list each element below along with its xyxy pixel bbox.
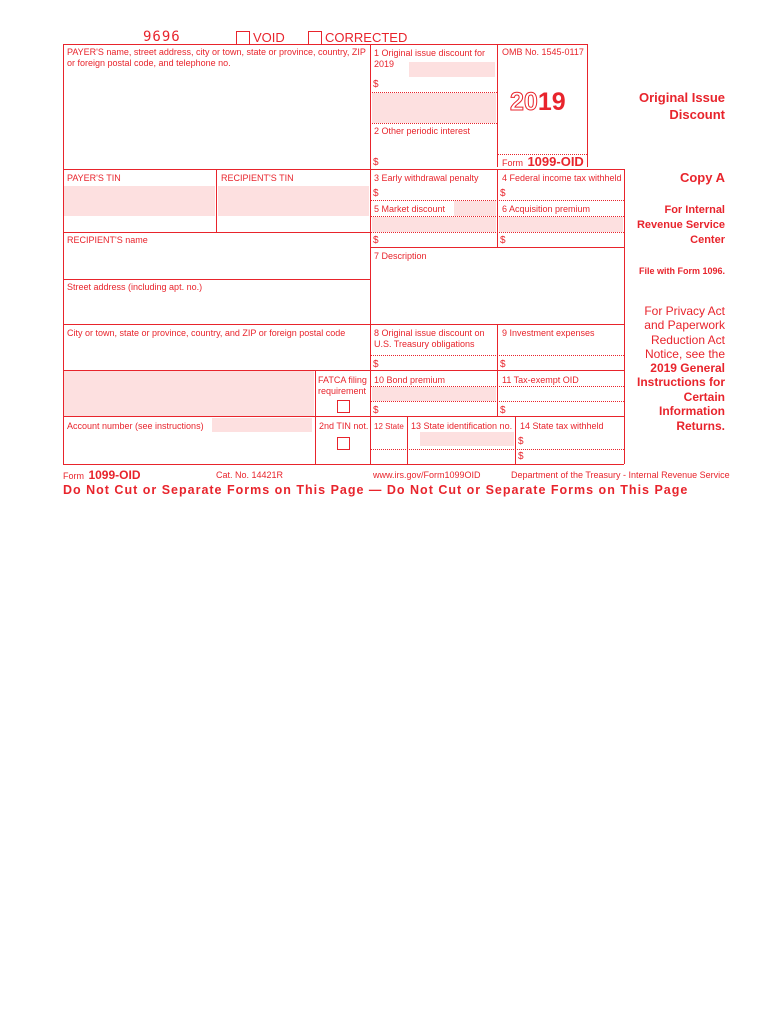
box8-label: 8 Original issue discount on U.S. Treasury obligations xyxy=(374,328,485,349)
recipient-tin-label: RECIPIENT'S TIN xyxy=(221,173,294,183)
account-fill[interactable] xyxy=(212,418,312,432)
privacy-note-1: For Privacy Act and Paperwork Reduction Act Notice, see the xyxy=(644,304,725,362)
tax-year-outline: 20 xyxy=(510,88,538,116)
tax-year xyxy=(510,88,566,116)
box5-fill[interactable] xyxy=(454,201,496,216)
corrected-checkbox[interactable] xyxy=(308,31,322,45)
box10-dollar: $ xyxy=(373,405,379,416)
line-247 xyxy=(370,247,624,248)
state-divider-2 xyxy=(515,416,516,464)
dotted-7 xyxy=(370,355,624,356)
void-label: VOID xyxy=(253,30,285,45)
line-279 xyxy=(63,279,370,280)
form-id-top xyxy=(502,153,584,171)
box11-dollar: $ xyxy=(500,405,506,416)
box13-label: 13 State identification no. xyxy=(411,421,513,431)
payer-tin-fill[interactable] xyxy=(64,186,215,216)
box1-dollar: $ xyxy=(373,79,379,90)
box5-label: 5 Market discount xyxy=(374,204,446,214)
footer-form-name: 1099-OID xyxy=(88,468,141,482)
tin2-label: 2nd TIN not. xyxy=(319,421,369,431)
box12-label: 12 State xyxy=(374,422,404,431)
line-416 xyxy=(63,416,624,417)
irs-url: www.irs.gov/Form1099OID xyxy=(373,470,481,480)
line-232 xyxy=(63,232,370,233)
tin2-checkbox[interactable] xyxy=(337,437,350,450)
box2-dollar: $ xyxy=(373,157,379,168)
box5-dollar: $ xyxy=(373,235,379,246)
dotted-10 xyxy=(370,449,624,450)
tax-year-solid: 19 xyxy=(537,88,566,116)
footer-form-id xyxy=(63,466,140,484)
right-border-top xyxy=(587,44,588,167)
do-not-cut-warning: Do Not Cut or Separate Forms on This Page — Do Not Cut or Separate Forms on This Page xyxy=(63,483,689,497)
omb-number: OMB No. 1545-0117 xyxy=(502,47,584,57)
dotted-9 xyxy=(370,401,624,402)
box6-label: 6 Acquisition premium xyxy=(502,204,591,214)
city-label: City or town, state or province, country, and ZIP or foreign postal code xyxy=(67,328,346,338)
form-code: 9696 xyxy=(143,29,181,45)
fatca-checkbox[interactable] xyxy=(337,400,350,413)
state-divider-1 xyxy=(407,416,408,464)
box10-label: 10 Bond premium xyxy=(374,375,446,385)
tin-divider xyxy=(216,170,217,232)
dotted-2 xyxy=(370,123,497,124)
dotted-4 xyxy=(370,200,624,201)
box4-dollar: $ xyxy=(500,188,506,199)
top-border xyxy=(63,44,588,45)
box14-label: 14 State tax withheld xyxy=(520,421,604,431)
box4-label: 4 Federal income tax withheld xyxy=(502,173,622,183)
city-fill[interactable] xyxy=(64,371,314,416)
dotted-6 xyxy=(370,232,624,233)
box6-dollar: $ xyxy=(500,235,506,246)
box8-dollar: $ xyxy=(373,359,379,370)
side-title: Original Issue Discount xyxy=(639,90,725,122)
recipient-tin-fill[interactable] xyxy=(218,186,369,216)
privacy-note-2: 2019 General Instructions for Certain Information Returns. xyxy=(636,361,725,433)
street-label: Street address (including apt. no.) xyxy=(67,282,203,292)
box3-label: 3 Early withdrawal penalty xyxy=(374,173,479,183)
col-divider-mid xyxy=(497,44,498,167)
box3-dollar: $ xyxy=(373,188,379,199)
form-word: Form xyxy=(502,158,523,168)
recipient-name-label: RECIPIENT'S name xyxy=(67,235,148,245)
col-divider-mid2 xyxy=(497,170,498,247)
box10-fill[interactable] xyxy=(372,387,496,401)
void-checkbox[interactable] xyxy=(236,31,250,45)
box2-label: 2 Other periodic interest xyxy=(374,126,471,136)
box14-dollar-1: $ xyxy=(518,436,524,447)
copy-a-label: Copy A xyxy=(679,170,725,185)
fatca-divider xyxy=(315,370,316,464)
for-irs-label: For Internal Revenue Service Center xyxy=(636,204,725,246)
department-label: Department of the Treasury - Internal Revenue Service xyxy=(511,470,730,480)
box13-fill[interactable] xyxy=(420,432,514,446)
box7-label: 7 Description xyxy=(374,251,427,261)
corrected-label: CORRECTED xyxy=(325,30,408,45)
box14-dollar-2: $ xyxy=(518,451,524,462)
fatca-label: FATCA filing requirement xyxy=(318,375,367,396)
box1-label: 1 Original issue discount for 2019 xyxy=(374,48,486,69)
payer-tin-label: PAYER'S TIN xyxy=(67,173,121,183)
box6-fill[interactable] xyxy=(499,217,623,232)
file-with-label: File with Form 1096. xyxy=(638,266,725,276)
form-name: 1099-OID xyxy=(527,154,584,169)
box11-label: 11 Tax-exempt OID xyxy=(502,375,579,385)
payer-name-label: PAYER'S name, street address, city or town, state or province, country, ZIP or foreign postal code, and telephone no. xyxy=(67,47,366,68)
footer-form-word: Form xyxy=(63,471,84,481)
box9-label: 9 Investment expenses xyxy=(502,328,595,338)
catalog-number: Cat. No. 14421R xyxy=(216,470,284,480)
line-324 xyxy=(63,324,624,325)
account-label: Account number (see instructions) xyxy=(67,421,204,431)
box5-fill-b[interactable] xyxy=(372,217,496,232)
box1-fill-b[interactable] xyxy=(372,93,496,123)
bottom-border xyxy=(63,464,624,465)
box9-dollar: $ xyxy=(500,359,506,370)
